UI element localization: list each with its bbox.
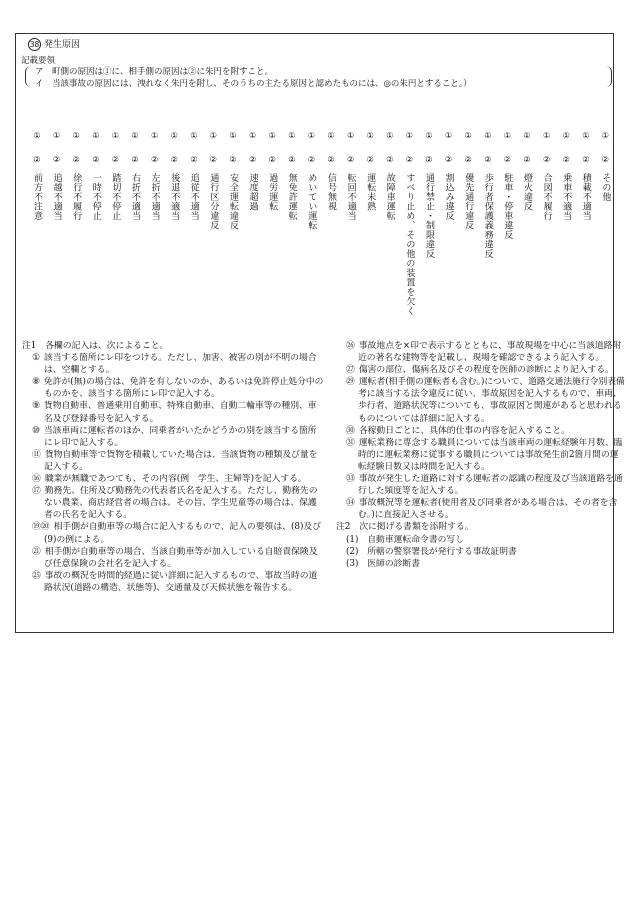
own-side-mark[interactable]: ① bbox=[288, 131, 296, 140]
instruction-item bbox=[22, 400, 324, 424]
cause-column bbox=[265, 130, 279, 211]
instruction-number: ㉞ bbox=[346, 498, 355, 509]
instruction-item bbox=[336, 340, 626, 364]
instruction-number: ⑧ bbox=[32, 377, 40, 388]
cause-label: 左折不適当 bbox=[149, 173, 160, 221]
cause-column bbox=[226, 130, 240, 230]
cause-column bbox=[579, 130, 593, 221]
instructions-left bbox=[22, 340, 324, 594]
other-side-mark[interactable]: ② bbox=[484, 155, 492, 164]
note-item-a: ア 町側の原因は①に、相手側の原因は②に朱円を附すこと。 bbox=[35, 67, 274, 77]
cause-label: 積載不適当 bbox=[580, 173, 591, 221]
section-title: 発生原因 bbox=[44, 40, 81, 50]
cause-label: 速度超過 bbox=[247, 173, 258, 211]
other-side-mark[interactable]: ② bbox=[53, 155, 61, 164]
other-side-mark[interactable]: ② bbox=[151, 155, 159, 164]
instruction-item bbox=[22, 570, 324, 594]
own-side-mark[interactable]: ① bbox=[523, 131, 531, 140]
other-side-mark[interactable]: ② bbox=[170, 155, 178, 164]
instruction-number: ㉚ bbox=[346, 425, 355, 436]
other-side-mark[interactable]: ② bbox=[425, 155, 433, 164]
other-side-mark[interactable]: ② bbox=[131, 155, 139, 164]
own-side-mark[interactable]: ① bbox=[601, 131, 609, 140]
other-side-mark[interactable]: ② bbox=[229, 155, 237, 164]
other-side-mark[interactable]: ② bbox=[190, 155, 198, 164]
instruction-text: 傷害の部位、傷病名及びその程度を医師の診断により記入する。 bbox=[358, 365, 614, 376]
instruction-item bbox=[22, 352, 324, 376]
own-side-mark[interactable]: ① bbox=[33, 131, 41, 140]
other-side-mark[interactable]: ② bbox=[386, 155, 394, 164]
own-side-mark[interactable]: ① bbox=[131, 131, 139, 140]
own-side-mark[interactable]: ① bbox=[53, 131, 61, 140]
notes-title: 記載要領 bbox=[21, 56, 56, 66]
instruction-item bbox=[336, 437, 626, 473]
cause-column bbox=[422, 130, 436, 259]
own-side-mark[interactable]: ① bbox=[229, 131, 237, 140]
cause-column bbox=[598, 130, 612, 202]
instruction-item bbox=[22, 473, 324, 485]
instruction-text: (2) 所轄の警察署長が発行する事故証明書 bbox=[346, 546, 517, 557]
cause-label: 乗車不適当 bbox=[561, 173, 572, 221]
instruction-item bbox=[336, 558, 626, 570]
other-side-mark[interactable]: ② bbox=[445, 155, 453, 164]
cause-column bbox=[461, 130, 475, 230]
note-item-b: イ 当該事故の原因には、洩れなく朱円を附し、そのうちの主たる原因と認めたものには、◎の朱円とすること。） bbox=[35, 79, 472, 89]
cause-label: 徐行不履行 bbox=[71, 173, 82, 221]
other-side-mark[interactable]: ② bbox=[523, 155, 531, 164]
cause-label: 歩行者保護義務違反 bbox=[482, 173, 493, 259]
instruction-text: 当該車両に運転者のほか、同乗者がいたかどうかの別を該当する箇所にレ印で記入する。 bbox=[43, 425, 317, 448]
other-side-mark[interactable]: ② bbox=[111, 155, 119, 164]
cause-column bbox=[442, 130, 456, 221]
cause-column bbox=[383, 130, 397, 221]
section-header bbox=[28, 38, 80, 51]
other-side-mark[interactable]: ② bbox=[347, 155, 355, 164]
cause-column bbox=[187, 130, 201, 221]
other-side-mark[interactable]: ② bbox=[366, 155, 374, 164]
instruction-text: 該当する箇所にレ印をつける。ただし、加害、被害の別が不明の場合は、空欄とする。 bbox=[43, 353, 317, 376]
cause-label: 通行禁止・制限違反 bbox=[424, 173, 434, 259]
cause-label: 過労運転 bbox=[267, 173, 278, 211]
cause-label: 安全運転違反 bbox=[228, 173, 238, 230]
cause-column bbox=[167, 130, 181, 221]
own-side-mark[interactable]: ① bbox=[209, 131, 217, 140]
cause-label: 追従不適当 bbox=[188, 173, 199, 221]
instruction-item bbox=[336, 473, 626, 497]
instruction-text: 運転業務に専念する職員については当該車両の運転経験年月数、臨時的に運転業務に従事する職員については事故発生前2箇月間の運転経験日数又は時間を記入する。 bbox=[358, 437, 623, 472]
instruction-item bbox=[336, 521, 626, 533]
instruction-text: 免許が(無)の場合は、免許を有しないのか、あるいは免許停止処分中のものかを、該当する箇所にレ印で記入する。 bbox=[43, 377, 324, 400]
instruction-number: ㉕ bbox=[32, 570, 41, 581]
other-side-mark[interactable]: ② bbox=[405, 155, 413, 164]
other-side-mark[interactable]: ② bbox=[327, 155, 335, 164]
own-side-mark[interactable]: ① bbox=[111, 131, 119, 140]
instruction-number: ㉗ bbox=[346, 365, 355, 376]
instruction-item bbox=[22, 449, 324, 473]
cause-label: 追越不適当 bbox=[51, 173, 62, 221]
instruction-number: ⑩ bbox=[32, 425, 40, 436]
other-side-mark[interactable]: ② bbox=[209, 155, 217, 164]
instruction-item bbox=[22, 485, 324, 521]
cause-label: その他 bbox=[600, 173, 611, 202]
cause-label: 転回不適当 bbox=[345, 173, 356, 221]
own-side-mark[interactable]: ① bbox=[425, 131, 433, 140]
instruction-text: 注2 次に掲げる書類を添附する。 bbox=[336, 522, 474, 533]
instruction-item bbox=[336, 364, 626, 376]
other-side-mark[interactable]: ② bbox=[33, 155, 41, 164]
other-side-mark[interactable]: ② bbox=[92, 155, 100, 164]
own-side-mark[interactable]: ① bbox=[347, 131, 355, 140]
other-side-mark[interactable]: ② bbox=[601, 155, 609, 164]
instruction-number: ⑰ bbox=[32, 486, 41, 497]
cause-label: 通行区分違反 bbox=[208, 173, 219, 230]
cause-label: 駐車・停車違反 bbox=[502, 173, 513, 240]
own-side-mark[interactable]: ① bbox=[562, 131, 570, 140]
cause-label: 踏切不停止 bbox=[110, 173, 121, 221]
other-side-mark[interactable]: ② bbox=[72, 155, 80, 164]
instruction-item bbox=[22, 376, 324, 400]
other-side-mark[interactable]: ② bbox=[249, 155, 257, 164]
instruction-text: 各稼動日ごとに、具体的仕事の内容を記入すること。 bbox=[358, 425, 570, 436]
own-side-mark[interactable]: ① bbox=[484, 131, 492, 140]
cause-label: 合図不履行 bbox=[541, 173, 552, 221]
cause-column bbox=[206, 130, 220, 230]
section-number: 38 bbox=[29, 40, 40, 49]
instruction-number: ㉛ bbox=[346, 437, 355, 448]
instruction-text: 事故の概況を時間的経過に従い詳細に記入するもので、事故当時の道路状況(道路の構造、状態等)、交通量及び天候状態を報告する。 bbox=[44, 570, 318, 593]
cause-column bbox=[148, 130, 162, 221]
instruction-text: 事故概況等を運転者(使用者及び同乗者がある場合は、その者を含む。)に直接記入させる。 bbox=[358, 498, 618, 521]
own-side-mark[interactable]: ① bbox=[327, 131, 335, 140]
instruction-text: 事故が発生した道路に対する運転者の認識の程度及び当該道路を通行した頻度等を記入する。 bbox=[358, 474, 623, 497]
own-side-mark[interactable]: ① bbox=[405, 131, 413, 140]
instruction-item bbox=[336, 546, 626, 558]
other-side-mark[interactable]: ② bbox=[268, 155, 276, 164]
cause-column bbox=[89, 130, 103, 221]
cause-column bbox=[520, 130, 534, 211]
own-side-mark[interactable]: ① bbox=[190, 131, 198, 140]
instruction-number: ⑲⑳ bbox=[32, 522, 50, 533]
cause-label: 割込み違反 bbox=[443, 173, 454, 221]
cause-column bbox=[402, 130, 416, 316]
other-side-mark[interactable]: ② bbox=[307, 155, 315, 164]
instruction-item bbox=[22, 340, 324, 352]
instructions-right bbox=[336, 340, 626, 570]
instruction-item bbox=[336, 425, 626, 437]
instruction-item bbox=[336, 534, 626, 546]
instruction-text: 貨物自動車、普通乗用自動車、特殊自動車、自動二輪車等の種別、車名及び登録番号を記入する。 bbox=[43, 401, 317, 424]
instruction-item bbox=[22, 425, 324, 449]
own-side-mark[interactable]: ① bbox=[366, 131, 374, 140]
instruction-text: 注1 各欄の記入は、次によること。 bbox=[22, 341, 169, 351]
other-side-mark[interactable]: ② bbox=[288, 155, 296, 164]
own-side-mark[interactable]: ① bbox=[543, 131, 551, 140]
instruction-text: 貨物自動車等で貨物を積載していた場合は、当該貨物の種類及び量を記入する。 bbox=[44, 449, 318, 472]
cause-column bbox=[285, 130, 299, 221]
own-side-mark[interactable]: ① bbox=[503, 131, 511, 140]
instruction-text: 勤務先、住所及び勤務先の代表者氏名を記入する。ただし、勤務先のない農業、商店経営者の場合は、その旨、学生児童等の場合は、保護者の氏名を記入する。 bbox=[44, 486, 318, 521]
instruction-item bbox=[22, 521, 324, 545]
cause-column bbox=[30, 130, 44, 221]
own-side-mark[interactable]: ① bbox=[72, 131, 80, 140]
cause-column bbox=[128, 130, 142, 221]
cause-label: 運転未熟 bbox=[365, 173, 376, 211]
cause-label: 燈火違反 bbox=[522, 173, 532, 211]
cause-label: 右折不適当 bbox=[130, 173, 140, 221]
other-side-mark[interactable]: ② bbox=[464, 155, 472, 164]
instruction-text: 運転者(相手側の運転者も含む。)について、道路交通法施行令別表備考に該当する法令違反に従い、事故原因を記入するもので、車両、歩行者、道路状況等についても、事故原因と関連があると思われるものについては詳細に記入する。 bbox=[358, 377, 625, 424]
cause-label: すべり止め、その他の装置を欠く bbox=[404, 173, 415, 316]
instruction-number: ⑯ bbox=[32, 474, 41, 485]
cause-label: 後退不適当 bbox=[169, 173, 180, 221]
instruction-text: 相手側が自動車等の場合、当該自動車等が加入している自賠責保険及び任意保険の会社名を記入する。 bbox=[44, 546, 318, 569]
cause-column bbox=[108, 130, 122, 221]
cause-label: 優先通行違反 bbox=[463, 173, 474, 230]
other-side-mark[interactable]: ② bbox=[582, 155, 590, 164]
instruction-text: (3) 医師の診断書 bbox=[346, 558, 421, 569]
own-side-mark[interactable]: ① bbox=[170, 131, 178, 140]
instruction-number: ① bbox=[32, 353, 40, 364]
other-side-mark[interactable]: ② bbox=[562, 155, 570, 164]
instruction-item bbox=[336, 376, 626, 424]
instruction-number: ⑪ bbox=[32, 449, 41, 460]
own-side-mark[interactable]: ① bbox=[92, 131, 100, 140]
instruction-number: ⑨ bbox=[32, 401, 40, 412]
cause-column bbox=[481, 130, 495, 259]
own-side-mark[interactable]: ① bbox=[582, 131, 590, 140]
cause-column bbox=[500, 130, 514, 240]
instruction-number: ㉙ bbox=[346, 377, 355, 388]
own-side-mark[interactable]: ① bbox=[268, 131, 276, 140]
cause-label: 信号無視 bbox=[326, 173, 336, 211]
instruction-item bbox=[336, 497, 626, 521]
cause-label: 無免許運転 bbox=[286, 173, 297, 221]
instruction-text: 職業が無職であつても、その内容(例 学生、主婦等)を記入する。 bbox=[44, 474, 307, 485]
own-side-mark[interactable]: ① bbox=[464, 131, 472, 140]
own-side-mark[interactable]: ① bbox=[386, 131, 394, 140]
instruction-number: ㉖ bbox=[346, 341, 355, 351]
instruction-text: (1) 自動車運転命令書の写し bbox=[346, 534, 465, 545]
own-side-mark[interactable]: ① bbox=[445, 131, 453, 140]
own-side-mark[interactable]: ① bbox=[307, 131, 315, 140]
instruction-text: 相手側が自動車等の場合に記入するもので、記入の要領は、(8)及び(9)の例による。 bbox=[44, 522, 322, 545]
cause-label: 一時不停止 bbox=[90, 173, 101, 221]
cause-column bbox=[324, 130, 338, 211]
other-side-mark[interactable]: ② bbox=[543, 155, 551, 164]
instruction-number: ㉝ bbox=[346, 474, 355, 485]
cause-label: 故障車運転 bbox=[384, 173, 395, 221]
instruction-item bbox=[22, 546, 324, 570]
other-side-mark[interactable]: ② bbox=[503, 155, 511, 164]
cause-label: 前方不注意 bbox=[32, 173, 42, 221]
own-side-mark[interactable]: ① bbox=[249, 131, 257, 140]
cause-column bbox=[50, 130, 64, 221]
cause-column bbox=[69, 130, 83, 221]
cause-column bbox=[246, 130, 260, 211]
instruction-text: 事故地点を×印で表示するとともに、事故現場を中心に当該道路附近の著名な建物等を記載し、現場を確認できるよう記入する。 bbox=[358, 341, 622, 364]
cause-column bbox=[363, 130, 377, 211]
instruction-number: ㉑ bbox=[32, 546, 41, 557]
cause-column bbox=[304, 130, 318, 230]
cause-column bbox=[540, 130, 554, 221]
own-side-mark[interactable]: ① bbox=[151, 131, 159, 140]
cause-column bbox=[559, 130, 573, 221]
cause-column bbox=[344, 130, 358, 221]
cause-label: めいてい運転 bbox=[306, 173, 317, 230]
cause-form-frame bbox=[15, 33, 625, 633]
